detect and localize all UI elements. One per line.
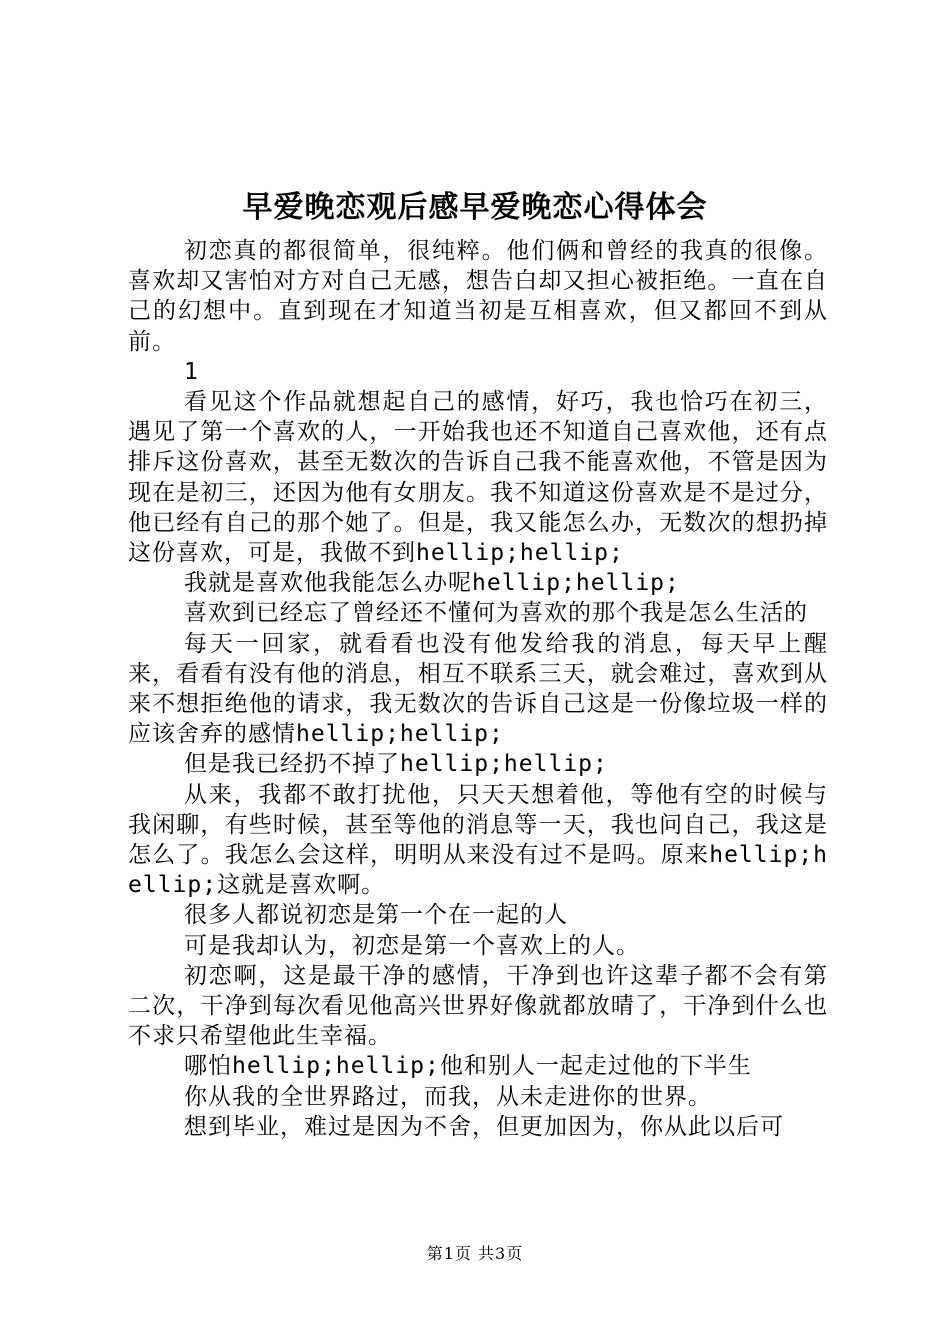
paragraph: 每天一回家，就看看也没有他发给我的消息，每天早上醒来，看看有没有他的消息，相互不联系三天，就会难过，喜欢到从来不想拒绝他的请求，我无数次的告诉自己这是一份像垃圾一样的应该舍弃的感情hellip;hellip; (128, 630, 828, 748)
paragraph: 喜欢到已经忘了曾经还不懂何为喜欢的那个我是怎么生活的 (184, 600, 808, 627)
page-number-footer: 第1页 共3页 (426, 1244, 524, 1263)
paragraph: 从来，我都不敢打扰他，只天天想着他，等他有空的时候与我闲聊，有些时候，甚至等他的消息等一天，我也问自己，我这是怎么了。我怎么会这样，明明从来没有过不是吗。原来hellip;hellip;这就是喜欢啊。 (128, 781, 828, 899)
paragraph: 1 (184, 358, 199, 385)
paragraph: 想到毕业，难过是因为不舍，但更加因为，你从此以后可 (184, 1113, 784, 1140)
document-title: 早爱晚恋观后感早爱晚恋心得体会 (242, 190, 708, 225)
document-body (128, 236, 828, 1142)
paragraph: 看见这个作品就想起自己的感情，好巧，我也恰巧在初三，遇见了第一个喜欢的人，一开始我也还不知道自己喜欢他，还有点排斥这份喜欢，甚至无数次的告诉自己我不能喜欢他，不管是因为现在是初三，还因为他有女朋友。我不知道这份喜欢是不是过分，他已经有自己的那个她了。但是，我又能怎么办，无数次的想扔掉这份喜欢，可是，我做不到hellip;hellip; (128, 389, 828, 567)
paragraph: 哪怕hellip;hellip;他和别人一起走过他的下半生 (184, 1053, 752, 1080)
paragraph: 但是我已经扔不掉了hellip;hellip; (184, 751, 608, 778)
paragraph: 我就是喜欢他我能怎么办呢hellip;hellip; (184, 570, 680, 597)
paragraph: 很多人都说初恋是第一个在一起的人 (184, 902, 568, 929)
paragraph: 初恋啊，这是最干净的感情，干净到也许这辈子都不会有第二次，干净到每次看见他高兴世界好像就都放晴了，干净到什么也不求只希望他此生幸福。 (128, 962, 828, 1050)
paragraph: 你从我的全世界路过，而我，从未走进你的世界。 (184, 1083, 712, 1110)
paragraph: 初恋真的都很简单，很纯粹。他们俩和曾经的我真的很像。喜欢却又害怕对方对自己无感，想告白却又担心被拒绝。一直在自己的幻想中。直到现在才知道当初是互相喜欢，但又都回不到从前。 (128, 238, 828, 355)
paragraph: 可是我却认为，初恋是第一个喜欢上的人。 (184, 932, 640, 959)
